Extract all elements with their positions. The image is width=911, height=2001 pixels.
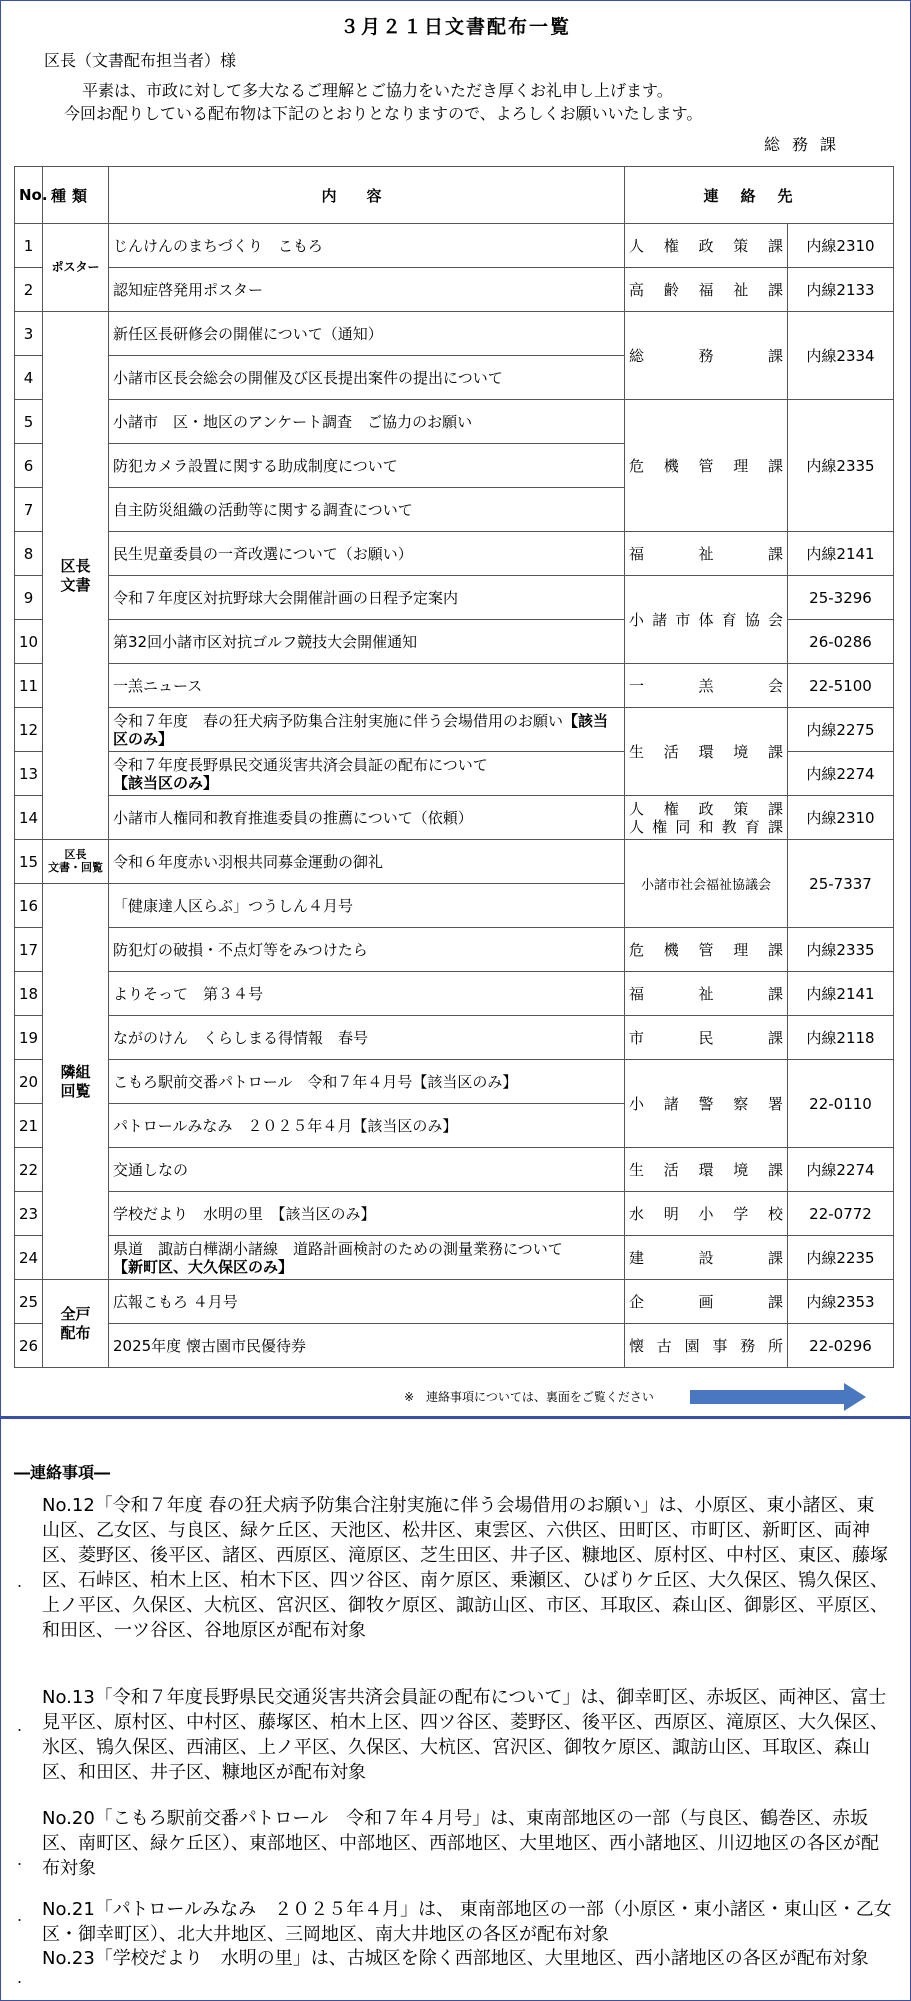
row-content: 一羔ニュース	[109, 664, 625, 708]
row-org: 一羔会	[625, 664, 788, 708]
row-org: 生活環境課	[625, 1148, 788, 1192]
table-row	[15, 664, 894, 708]
row-content: 民生児童委員の一斉改選について（お願い）	[109, 532, 625, 576]
row-no: 11	[15, 664, 43, 708]
content-text: 令和７年度長野県民交通災害共済会員証の配布について	[113, 755, 488, 774]
table-row	[15, 312, 894, 356]
row-org: 総務課	[625, 312, 788, 400]
table-row	[15, 1060, 894, 1104]
row-org: 水明小学校	[625, 1192, 788, 1236]
row-content: 交通しなの	[109, 1148, 625, 1192]
table-row	[15, 1192, 894, 1236]
kind-rinkumi-kairan: 隣組 回覧	[43, 884, 109, 1280]
table-row	[15, 796, 894, 840]
row-content	[109, 1236, 625, 1280]
row-ext: 内線2310	[788, 224, 894, 268]
kind-poster: ポスター	[43, 224, 109, 312]
row-content: ながのけん くらしまる得情報 春号	[109, 1016, 625, 1060]
row-content: よりそって 第３４号	[109, 972, 625, 1016]
row-org: 懐古園事務所	[625, 1324, 788, 1368]
content-text: 県道 諏訪白樺湖小諸線 道路計画検討のための測量業務について	[113, 1239, 563, 1258]
row-org: 小諸市社会福祉協議会	[625, 840, 788, 928]
row-org: 企画課	[625, 1280, 788, 1324]
row-org: 危機管理課	[625, 400, 788, 532]
row-no: 26	[15, 1324, 43, 1368]
table-row	[15, 840, 894, 884]
row-ext: 22-0110	[788, 1060, 894, 1148]
row-no: 18	[15, 972, 43, 1016]
row-ext: 内線2141	[788, 532, 894, 576]
bullet-icon: ・	[14, 1580, 25, 1593]
reverse-side-note: ※ 連絡事項については、裏面をご覧ください	[404, 1390, 654, 1404]
bullet-icon: ・	[14, 1976, 25, 1989]
row-no: 23	[15, 1192, 43, 1236]
row-ext: 内線2274	[788, 1148, 894, 1192]
row-no: 12	[15, 708, 43, 752]
row-no: 3	[15, 312, 43, 356]
table-header-row	[15, 167, 894, 224]
row-no: 19	[15, 1016, 43, 1060]
row-org: 生活環境課	[625, 708, 788, 796]
row-no: 20	[15, 1060, 43, 1104]
row-ext: 内線2133	[788, 268, 894, 312]
table-row	[15, 928, 894, 972]
row-content: 防犯カメラ設置に関する助成制度について	[109, 444, 625, 488]
table-row	[15, 708, 894, 752]
row-no: 7	[15, 488, 43, 532]
row-ext: 内線2335	[788, 400, 894, 532]
table-row	[15, 1016, 894, 1060]
greeting-line-2: 今回お配りしている配布物は下記のとおりとなりますので、よろしくお願いいたします。	[64, 104, 703, 123]
row-no: 14	[15, 796, 43, 840]
row-no: 2	[15, 268, 43, 312]
header-kind: 種類	[43, 167, 109, 224]
row-org	[625, 796, 788, 840]
row-content: 広報こもろ ４月号	[109, 1280, 625, 1324]
row-no: 21	[15, 1104, 43, 1148]
kind-kucho-bunsho: 区長 文書	[43, 312, 109, 840]
header-content: 内容	[109, 167, 625, 224]
row-org: 小諸警察署	[625, 1060, 788, 1148]
row-ext: 内線2335	[788, 928, 894, 972]
row-content: 防犯灯の破損・不点灯等をみつけたら	[109, 928, 625, 972]
page-title: ３月２１日文書配布一覧	[339, 16, 571, 38]
row-content: 令和６年度赤い羽根共同募金運動の御礼	[109, 840, 625, 884]
row-no: 4	[15, 356, 43, 400]
content-text: 令和７年度 春の狂犬病予防集合注射実施に伴う会場借用のお願い	[113, 711, 564, 730]
row-content: 「健康達人区らぶ」つうしん４月号	[109, 884, 625, 928]
row-ext: 内線2141	[788, 972, 894, 1016]
row-content: 新任区長研修会の開催について（通知）	[109, 312, 625, 356]
row-content: 第32回小諸市区対抗ゴルフ競技大会開催通知	[109, 620, 625, 664]
greeting-line-1: 平素は、市政に対して多大なるご理解とご協力をいただき厚くお礼申し上げます。	[82, 81, 673, 100]
table-row	[15, 1148, 894, 1192]
contact-item-no21: No.21「パトロールみなみ ２０２５年４月」は、 東南部地区の一部（小原区・東小諸区・東山区・乙女区・御幸町区）、北大井地区、三岡地区、南大井地区の各区が配布対象	[42, 1899, 892, 1945]
row-ext: 内線2334	[788, 312, 894, 400]
row-ext: 内線2118	[788, 1016, 894, 1060]
row-no: 24	[15, 1236, 43, 1280]
table-row	[15, 1280, 894, 1324]
row-content: 小諸市人権同和教育推進委員の推薦について（依頼）	[109, 796, 625, 840]
row-ext: 内線2353	[788, 1280, 894, 1324]
table-row	[15, 268, 894, 312]
row-content: 小諸市区長会総会の開催及び区長提出案件の提出について	[109, 356, 625, 400]
row-ext: 22-0296	[788, 1324, 894, 1368]
row-no: 10	[15, 620, 43, 664]
contact-item-no23: No.23「学校だより 水明の里」は、古城区を除く西部地区、大里地区、西小諸地区の各区が配布対象	[42, 1948, 869, 1969]
content-note: 【該当区のみ】	[113, 773, 219, 792]
row-org: 高齢福祉課	[625, 268, 788, 312]
header-no: No.	[15, 167, 43, 224]
row-content: じんけんのまちづくり こもろ	[109, 224, 625, 268]
row-ext: 内線2275	[788, 708, 894, 752]
row-no: 25	[15, 1280, 43, 1324]
row-org: 建設課	[625, 1236, 788, 1280]
row-content: 自主防災組織の活動等に関する調査について	[109, 488, 625, 532]
row-ext: 22-5100	[788, 664, 894, 708]
bullet-icon: ・	[14, 1724, 25, 1737]
row-ext: 内線2274	[788, 752, 894, 796]
row-org: 福祉課	[625, 972, 788, 1016]
row-ext: 25-3296	[788, 576, 894, 620]
row-org: 危機管理課	[625, 928, 788, 972]
header-contact: 連絡先	[625, 167, 894, 224]
row-no: 8	[15, 532, 43, 576]
row-ext: 22-0772	[788, 1192, 894, 1236]
content-note: 【該当区のみ】	[113, 711, 609, 748]
contact-item-no12: No.12「令和７年度 春の狂犬病予防集合注射実施に伴う会場借用のお願い」は、小原区、東小諸区、東山区、乙女区、与良区、緑ケ丘区、天池区、松井区、東雲区、六供区、田町区、市町区、新町区、両神区、菱野区、後平区、諸区、西原区、滝原区、芝生田区、井子区、糠地区、原村区、中村区、東区、藤塚区、石峠区、柏木上区、柏木下区、四ツ谷区、南ケ原区、乗瀬区、ひばりケ丘区、大久保区、鴇久保区、上ノ平区、久保区、大杭区、宮沢区、御牧ケ原区、諏訪山区、市区、耳取区、森山区、御影区、平原区、和田区、一ツ谷区、谷地原区が配布対象	[42, 1495, 888, 1641]
row-no: 9	[15, 576, 43, 620]
org-line-1: 人権政策課	[629, 799, 783, 818]
table-row	[15, 1236, 894, 1280]
row-content: 2025年度 懐古園市民優待券	[109, 1324, 625, 1368]
row-org: 福祉課	[625, 532, 788, 576]
table-row	[15, 400, 894, 444]
row-org: 人権政策課	[625, 224, 788, 268]
row-ext: 内線2235	[788, 1236, 894, 1280]
table-row	[15, 1324, 894, 1368]
distribution-table	[14, 166, 894, 1368]
row-no: 13	[15, 752, 43, 796]
row-org: 市民課	[625, 1016, 788, 1060]
row-content: パトロールみなみ ２０２５年４月【該当区のみ】	[109, 1104, 625, 1148]
org-line-2: 人権同和教育課	[629, 817, 783, 836]
contact-section-title: ―連絡事項―	[14, 1463, 111, 1482]
row-no: 16	[15, 884, 43, 928]
row-content	[109, 752, 625, 796]
table-row	[15, 972, 894, 1016]
row-content: 学校だより 水明の里 【該当区のみ】	[109, 1192, 625, 1236]
row-content: 小諸市 区・地区のアンケート調査 ご協力のお願い	[109, 400, 625, 444]
content-note: 【新町区、大久保区のみ】	[113, 1257, 294, 1276]
row-content: 認知症啓発用ポスター	[109, 268, 625, 312]
row-no: 6	[15, 444, 43, 488]
row-no: 17	[15, 928, 43, 972]
contact-item-no13: No.13「令和７年度長野県民交通災害共済会員証の配布について」は、御幸町区、赤坂区、両神区、富士見平区、原村区、中村区、藤塚区、柏木上区、四ツ谷区、菱野区、後平区、西原区、滝原区、大久保区、氷区、鴇久保区、西浦区、上ノ平区、久保区、大杭区、宮沢区、御牧ケ原区、諏訪山区、耳取区、森山区、和田区、井子区、糠地区が配布対象	[42, 1687, 888, 1783]
row-no: 15	[15, 840, 43, 884]
bullet-icon: ・	[14, 1858, 25, 1871]
row-no: 1	[15, 224, 43, 268]
row-content: 令和７年度区対抗野球大会開催計画の日程予定案内	[109, 576, 625, 620]
table-row	[15, 224, 894, 268]
row-ext: 25-7337	[788, 840, 894, 928]
contact-item-no20: No.20「こもろ駅前交番パトロール 令和７年４月号」は、東南部地区の一部（与良区、鶴巻区、赤坂区、南町区、緑ケ丘区）、東部地区、中部地区、西部地区、大里地区、西小諸地区、川辺地区の各区が配布対象	[42, 1808, 879, 1879]
row-content	[109, 708, 625, 752]
kind-zenko-haifu: 全戸 配布	[43, 1280, 109, 1368]
table-row	[15, 576, 894, 620]
row-org: 小諸市体育協会	[625, 576, 788, 664]
addressee: 区長（文書配布担当者）様	[44, 51, 237, 70]
row-content: こもろ駅前交番パトロール 令和７年４月号【該当区のみ】	[109, 1060, 625, 1104]
kind-kucho-bunsho-kairan: 区長 文書・回覧	[43, 840, 109, 884]
row-no: 5	[15, 400, 43, 444]
arrow-right-icon	[690, 1383, 866, 1411]
table-row	[15, 532, 894, 576]
sender-department: 総務課	[764, 135, 849, 154]
bullet-icon: ・	[14, 1914, 25, 1927]
row-ext: 26-0286	[788, 620, 894, 664]
row-ext: 内線2310	[788, 796, 894, 840]
row-no: 22	[15, 1148, 43, 1192]
